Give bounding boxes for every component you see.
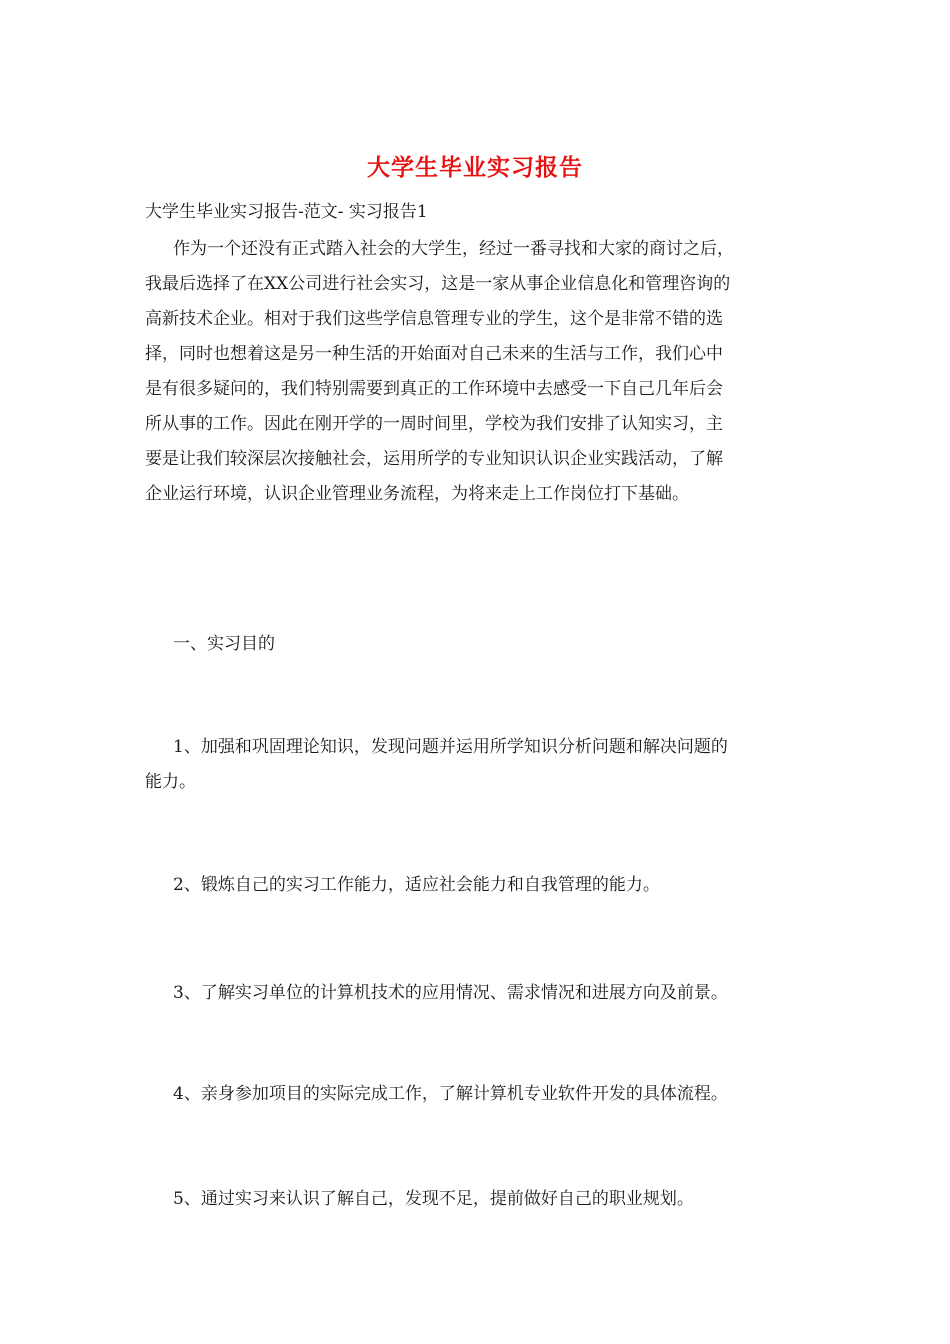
paragraph-line: 高新技术企业。相对于我们这些学信息管理专业的学生，这个是非常不错的选: [145, 309, 723, 329]
list-item-line: 3、了解实习单位的计算机技术的应用情况、需求情况和进展方向及前景。: [173, 983, 728, 1003]
document-subtitle: 大学生毕业实习报告-范文- 实习报告1: [145, 202, 428, 222]
paragraph-line: 企业运行环境，认识企业管理业务流程，为将来走上工作岗位打下基础。: [145, 484, 689, 504]
paragraph-line: 择，同时也想着这是另一种生活的开始面对自己未来的生活与工作，我们心中: [145, 344, 723, 364]
list-item: [145, 1077, 805, 1112]
list-item-line: 4、亲身参加项目的实际完成工作，了解计算机专业软件开发的具体流程。: [173, 1084, 728, 1104]
paragraph-line: 要是让我们较深层次接触社会，运用所学的专业知识认识企业实践活动，了解: [145, 449, 723, 469]
list-item-line: 2、锻炼自己的实习工作能力，适应社会能力和自我管理的能力。: [173, 875, 660, 895]
list-item-line: 5、通过实习来认识了解自己，发现不足，提前做好自己的职业规划。: [173, 1189, 694, 1209]
intro-paragraph: [145, 232, 805, 512]
list-item: [145, 730, 805, 800]
list-item: [145, 976, 805, 1011]
document-title: 大学生毕业实习报告: [367, 154, 583, 181]
paragraph-line: 是有很多疑问的，我们特别需要到真正的工作环境中去感受一下自己几年后会: [145, 379, 723, 399]
list-item: [145, 1182, 805, 1217]
list-item-line: 能力。: [145, 772, 196, 792]
paragraph-line: 作为一个还没有正式踏入社会的大学生，经过一番寻找和大家的商讨之后，: [173, 239, 734, 259]
paragraph-line: 所从事的工作。因此在刚开学的一周时间里，学校为我们安排了认知实习，主: [145, 414, 723, 434]
list-item: [145, 868, 805, 903]
section-heading: 一、实习目的: [173, 634, 275, 654]
paragraph-line: 我最后选择了在XX公司进行社会实习，这是一家从事企业信息化和管理咨询的: [145, 274, 731, 294]
list-item-line: 1、加强和巩固理论知识，发现问题并运用所学知识分析问题和解决问题的: [173, 737, 728, 757]
